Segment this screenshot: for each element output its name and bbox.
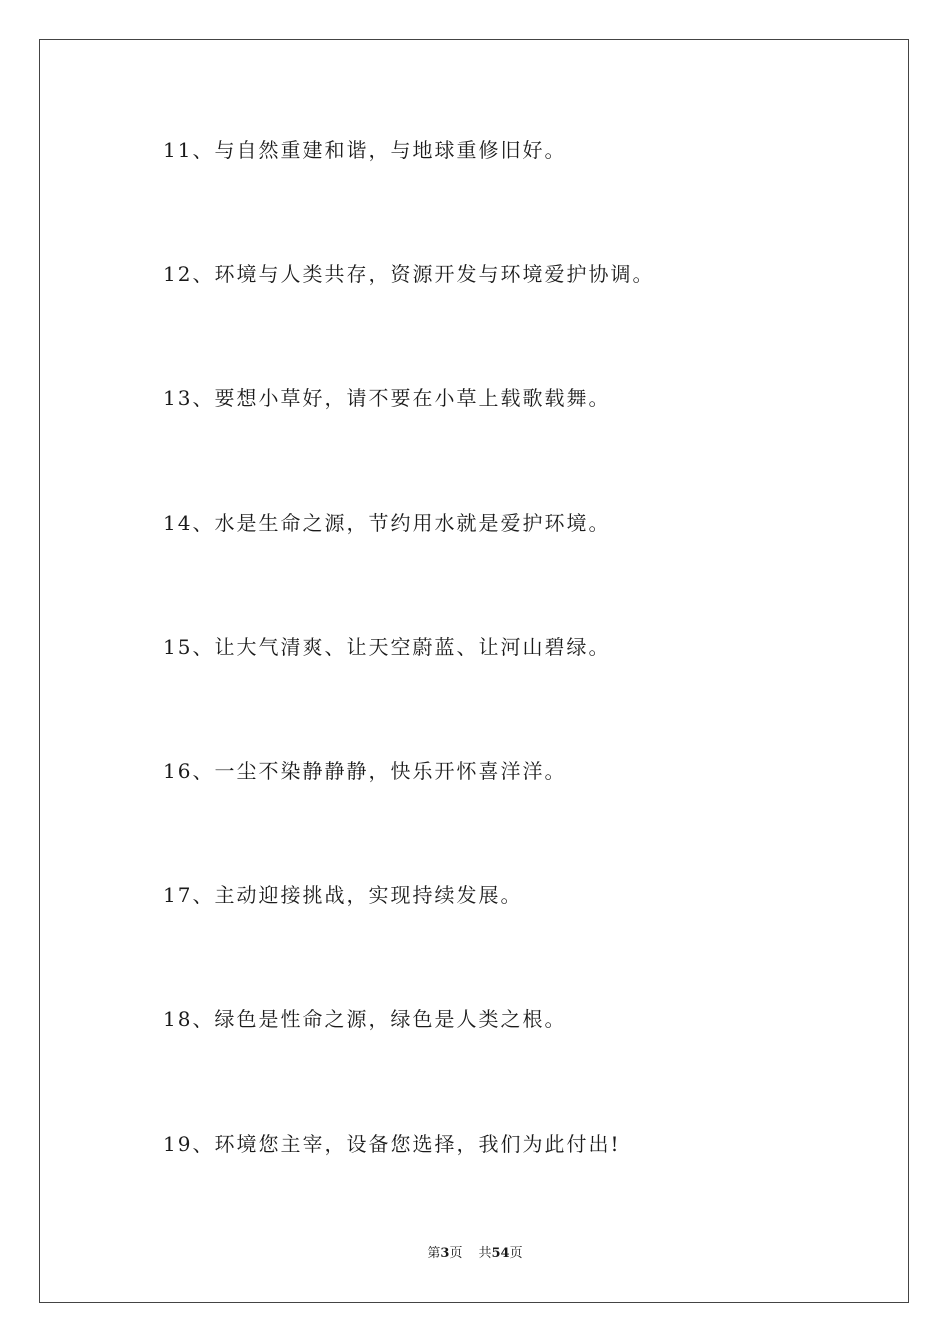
slogan-line-11: 11、与自然重建和谐，与地球重修旧好。 — [163, 138, 567, 162]
slogan-line-16: 16、一尘不染静静静，快乐开怀喜洋洋。 — [163, 759, 567, 783]
slogan-line-19: 19、环境您主宰，设备您选择，我们为此付出! — [163, 1132, 621, 1156]
footer-total-suffix: 页 — [509, 1246, 523, 1261]
slogan-line-14: 14、水是生命之源，节约用水就是爱护环境。 — [163, 511, 611, 535]
slogan-line-18: 18、绿色是性命之源，绿色是人类之根。 — [163, 1007, 567, 1031]
slogan-line-17: 17、主动迎接挑战，实现持续发展。 — [163, 883, 523, 907]
footer-page-suffix: 页 — [449, 1246, 463, 1261]
page-footer — [0, 1246, 950, 1262]
page-border — [39, 39, 909, 1303]
slogan-line-15: 15、让大气清爽、让天空蔚蓝、让河山碧绿。 — [163, 635, 611, 659]
footer-page-number: 3 — [440, 1246, 450, 1261]
slogan-line-12: 12、环境与人类共存，资源开发与环境爱护协调。 — [163, 262, 655, 286]
footer-total-number: 54 — [491, 1246, 510, 1261]
footer-page-prefix: 第 — [427, 1246, 441, 1261]
slogan-line-13: 13、要想小草好，请不要在小草上载歌载舞。 — [163, 386, 611, 410]
footer-total-prefix: 共 — [478, 1246, 492, 1261]
